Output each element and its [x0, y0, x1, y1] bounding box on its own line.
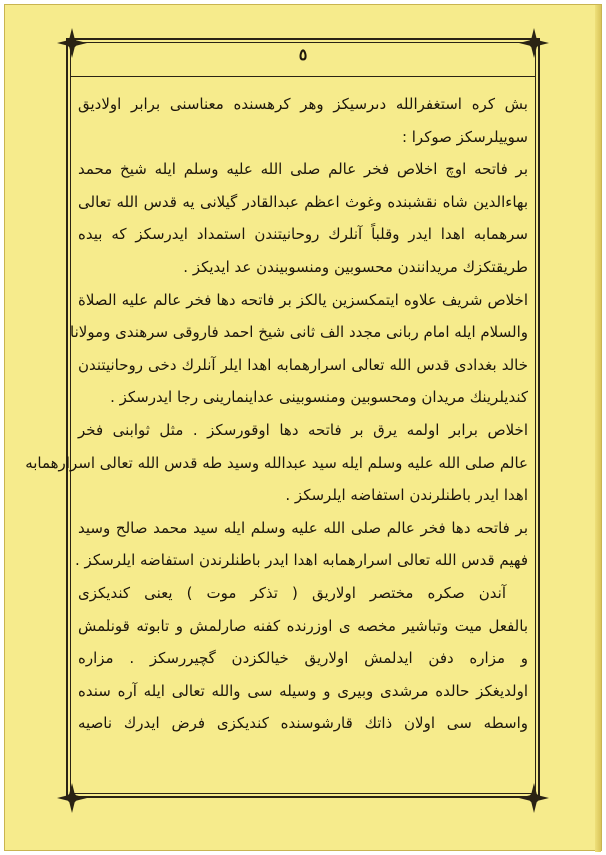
corner-ornament-top-left-icon — [55, 26, 89, 60]
paragraph — [25, 414, 528, 512]
text-line: سوييلرسكز صوكرا : — [401, 127, 528, 146]
text-line: و مزاره دفن ايدلمش اولاريق خيالكزدن گچيررسكز . مزاره — [78, 649, 528, 668]
text-line: اخلاص شريف علاوه ايتمكسزين يالكز بر فاتحه دها فخر عالم عليه الصلاة — [78, 290, 528, 309]
page-edge-shadow — [595, 5, 601, 852]
page-number: ٥ — [298, 45, 308, 64]
text-line: كنديلرينك مريدان ومحسوبين ومنسوبينى عداينمارينى رجا ايدرسكز . — [110, 388, 528, 407]
text-line: عالم صلى الله عليه وسلم ايله سيد عبدالله وسيد طه قدس الله تعالى اسرارهمابه — [25, 453, 528, 472]
text-line: فهيم قدس الله تعالى اسرارهمابه اهدا ايدر باطنلرندن استفاضه ايلرسكز . — [75, 551, 528, 570]
text-line: طريقتكزك مريدانندن محسوبين ومنسوبيندن عد ايديكز . — [183, 257, 528, 276]
paragraph — [78, 577, 528, 740]
text-line: خالد بغدادى قدس الله تعالى اسرارهمابه اهدا ايلر آنلرك دخى روحانيتندن — [78, 355, 528, 374]
header-rule — [70, 76, 536, 77]
paragraph — [78, 88, 528, 153]
text-line: بالفعل ميت وتباشير مخصه ى اوزرنده كفنه صارلمش و تابوته قونلمش — [78, 616, 528, 635]
text-line: اخلاص برابر اولمه يرق بر فاتحه دها اوقورسكز . مثل ثوابنى فخر — [78, 420, 528, 439]
text-line: اولديغكز حالده مرشدى وبيرى و وسيله سى والله تعالى ايله آره سنده — [78, 681, 528, 700]
text-line: بش كره استغفرالله دىرسيكز وهر كرهسنده معناسنى برابر اولاديق — [78, 95, 528, 113]
paragraph — [78, 153, 528, 283]
paragraph — [70, 284, 528, 414]
text-line: بر فاتحه دها فخر عالم صلى الله عليه وسلم ايله سيد محمد صالح وسيد — [78, 518, 528, 537]
text-line: والسلام ايله امام ربانى مجدد الف ثانى شيخ احمد فاروقى سرهندى ومولانا — [70, 323, 528, 342]
text-line: واسطه سى اولان ذاتك قارشوسنده كنديكزى فرض ايدرك ناصيه — [78, 714, 528, 733]
text-line: سرهمابه اهدا ايدر وقلباً آنلرك روحانيتندن استمداد ايدرسكز كه بيده — [78, 225, 528, 244]
text-line: اهدا ايدر باطنلرندن استفاضه ايلرسكز . — [285, 486, 528, 505]
body-text — [25, 88, 528, 788]
text-line: بر فاتحه اوچ اخلاص فخر عالم صلى الله عليه وسلم ايله شيخ محمد — [78, 160, 528, 179]
text-line: بهاءالدين شاه نقشبنده وغوث اعظم عبدالقادر گيلانى يه قدس الله تعالى — [78, 192, 528, 211]
text-line: آندن صكره مختصر اولاريق ( تذكر موت ) يعنى كنديكزى — [78, 583, 506, 602]
paragraph — [75, 512, 528, 577]
corner-ornament-top-right-icon — [517, 26, 551, 60]
